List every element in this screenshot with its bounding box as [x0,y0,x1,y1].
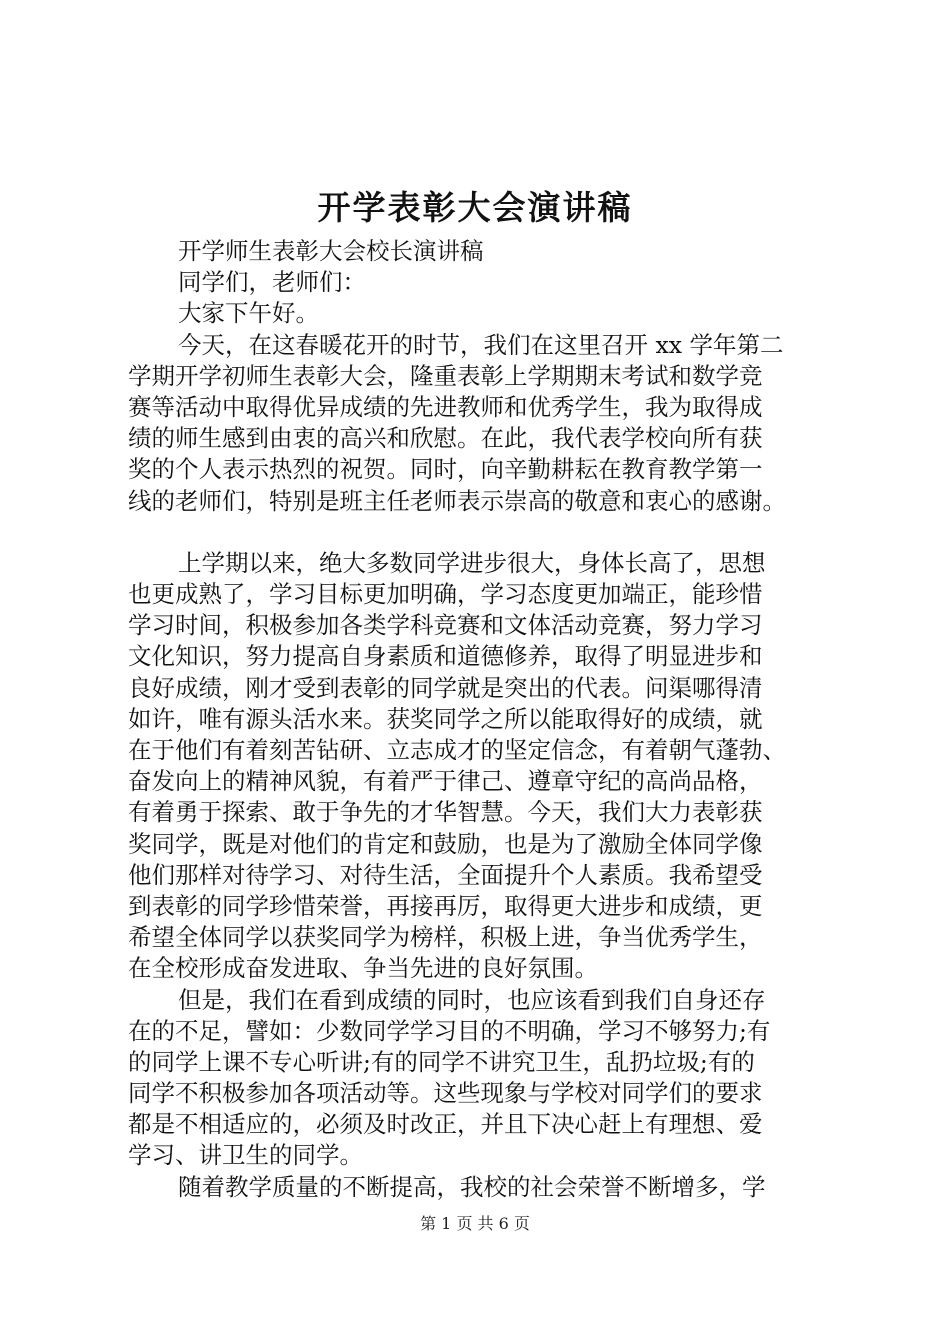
text-line: 在的不足，譬如：少数同学学习目的不明确，学习不够努力;有 [128,1016,771,1045]
text-line: 到表彰的同学珍惜荣誉，再接再厉，取得更大进步和成绩，更 [128,891,763,920]
text-line: 文化知识，努力提高自身素质和道德修养，取得了明显进步和 [128,642,763,671]
text-line: 绩的师生感到由衷的高兴和欣慰。在此，我代表学校向所有获 [128,424,763,453]
text-line: 也更成熟了，学习目标更加明确，学习态度更加端正，能珍惜 [128,580,763,609]
text-line: 在全校形成奋发进取、争当先进的良好氛围。 [128,954,598,983]
text-line: 的同学上课不专心听讲;有的同学不讲究卫生，乱扔垃圾;有的 [128,1047,755,1076]
text-line: 同学们，老师们： [178,268,366,297]
text-line: 今天，在这春暖花开的时节，我们在这里召开 xx 学年第二 [178,330,784,359]
text-line: 学习、讲卫生的同学。 [128,1141,363,1170]
text-line: 都是不相适应的，必须及时改正，并且下决心赶上有理想、爱 [128,1110,763,1139]
text-line: 大家下午好。 [178,299,319,328]
page-title: 开学表彰大会演讲稿 [317,188,633,227]
blank-line [128,517,833,548]
text-line: 如许，唯有源头活水来。获奖同学之所以能取得好的成绩，就 [128,704,763,733]
text-line: 在于他们有着刻苦钻研、立志成才的坚定信念，有着朝气蓬勃、 [128,736,786,764]
text-line: 学期开学初师生表彰大会，隆重表彰上学期期末考试和数学竞 [128,361,763,390]
text-line: 开学师生表彰大会校长演讲稿 [178,237,484,265]
text-line: 但是，我们在看到成绩的同时，也应该看到我们自身还存 [178,985,766,1014]
text-line: 奖的个人表示热烈的祝贺。同时，向辛勤耕耘在教育教学第一 [128,455,763,484]
text-line: 线的老师们，特别是班主任老师表示崇高的敬意和衷心的感谢。 [128,486,786,515]
text-line: 奖同学，既是对他们的肯定和鼓励，也是为了激励全体同学像 [128,829,763,858]
text-line: 有着勇于探索、敢于争先的才华智慧。今天，我们大力表彰获 [128,798,763,827]
text-line: 良好成绩，刚才受到表彰的同学就是突出的代表。问渠哪得清 [128,673,763,702]
text-line: 他们那样对待学习、对待生活，全面提升个人素质。我希望受 [128,860,763,889]
text-line: 奋发向上的精神风貌，有着严于律己、遵章守纪的高尚品格， [128,767,763,796]
text-line: 随着教学质量的不断提高，我校的社会荣誉不断增多，学 [178,1172,766,1201]
text-line: 学习时间，积极参加各类学科竞赛和文体活动竞赛，努力学习 [128,611,763,640]
document-body [128,236,833,1203]
text-line: 同学不积极参加各项活动等。这些现象与学校对同学们的要求 [128,1079,763,1108]
text-line: 上学期以来，绝大多数同学进步很大，身体长高了，思想 [178,548,766,577]
page-footer: 第 1 页 共 6 页 [420,1214,530,1233]
text-line: 希望全体同学以获奖同学为榜样，积极上进，争当优秀学生， [128,923,763,952]
text-line: 赛等活动中取得优异成绩的先进教师和优秀学生，我为取得成 [128,392,763,421]
